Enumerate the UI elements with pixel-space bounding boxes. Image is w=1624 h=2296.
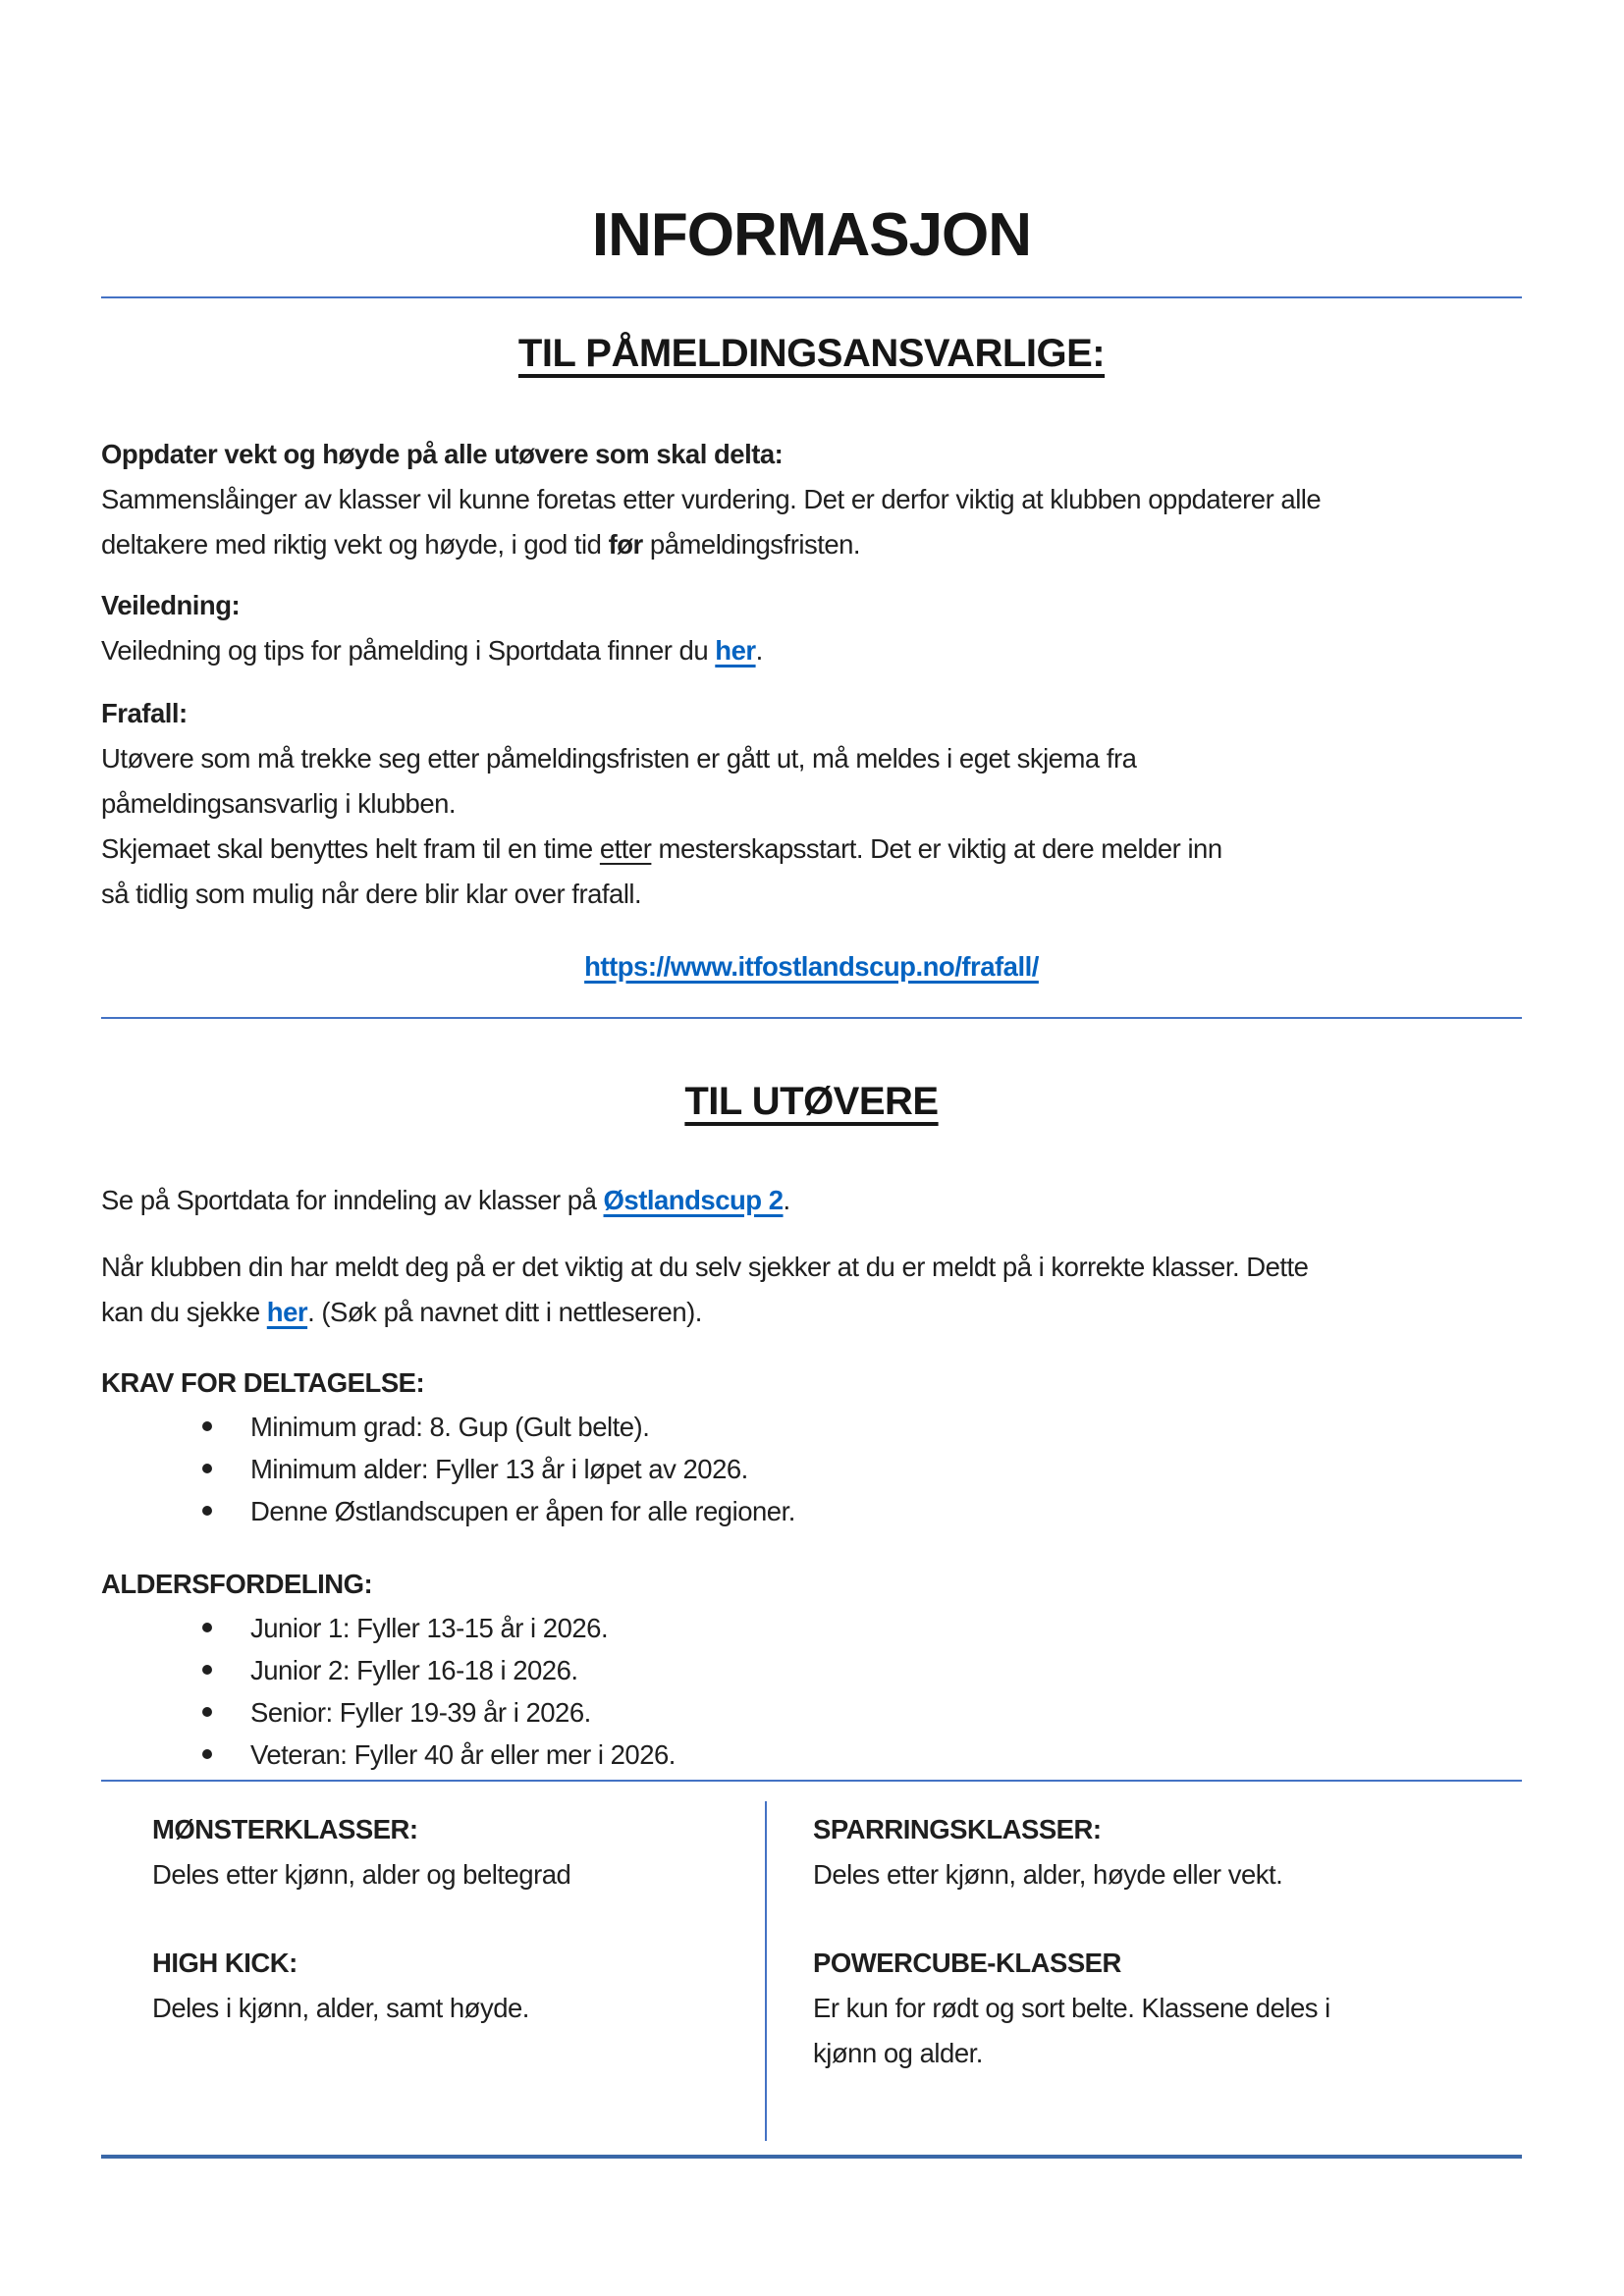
bullet-icon [202, 1464, 212, 1473]
column-right [765, 1807, 1522, 2141]
powercube-heading: POWERCUBE-KLASSER [813, 1948, 1121, 1978]
guide-her-link[interactable]: her [715, 635, 756, 666]
monster-classes-heading: MØNSTERKLASSER: [152, 1814, 418, 1844]
guide-paragraph [101, 628, 1522, 673]
list-item [101, 1448, 1522, 1490]
class-columns [101, 1782, 1522, 2141]
bullet-icon [202, 1421, 212, 1431]
withdrawal-p2-pre: Skjemaet skal benyttes helt fram til en time [101, 833, 600, 864]
monster-classes-body: Deles etter kjønn, alder og beltegrad [152, 1859, 571, 1890]
withdrawal-paragraph-1 [101, 736, 1522, 827]
check-line2-pre: kan du sjekke [101, 1297, 267, 1327]
list-item [101, 1734, 1522, 1776]
check-line1: Når klubben din har meldt deg på er det viktig at du selv sjekker at du er meldt på i korrekte klasser. Dette [101, 1252, 1309, 1282]
bullet-icon [202, 1665, 212, 1675]
title-divider [101, 296, 1522, 298]
list-item [101, 1406, 1522, 1448]
requirement-text: Denne Østlandscupen er åpen for alle regioner. [250, 1496, 795, 1526]
update-line2-bold: før [608, 529, 643, 560]
classes-bottom-divider [101, 2155, 1522, 2159]
bullet-icon [202, 1623, 212, 1632]
bullet-icon [202, 1506, 212, 1516]
requirements-list [101, 1406, 1522, 1532]
check-her-link[interactable]: her [266, 1297, 308, 1327]
requirement-text: Minimum grad: 8. Gup (Gult belte). [250, 1412, 650, 1442]
column-left [101, 1807, 765, 2141]
age-group-text: Veteran: Fyller 40 år eller mer i 2026. [250, 1739, 676, 1770]
bullet-icon [202, 1707, 212, 1717]
intro-text-pre: Se på Sportdata for inndeling av klasser på [101, 1185, 604, 1215]
withdrawal-paragraph-2 [101, 827, 1522, 917]
powercube-body [813, 1986, 1522, 2076]
age-distribution-heading: ALDERSFORDELING: [101, 1569, 373, 1599]
list-item [101, 1649, 1522, 1691]
update-line2-pre: deltakere med riktig vekt og høyde, i god tid [101, 529, 609, 560]
withdrawal-p2-underlined: etter [599, 833, 652, 864]
requirements-heading: KRAV FOR DELTAGELSE: [101, 1367, 425, 1398]
update-line1: Sammenslåinger av klasser vil kunne foretas etter vurdering. Det er derfor viktig at klubben oppdaterer alle [101, 484, 1322, 514]
powercube-line1: Er kun for rødt og sort belte. Klassene deles i [813, 1993, 1330, 2023]
list-item [101, 1607, 1522, 1649]
guide-heading: Veiledning: [101, 590, 241, 620]
withdrawal-p2-post: mesterskapsstart. Det er viktig at dere melder inn [651, 833, 1222, 864]
update-line2-post: påmeldingsfristen. [642, 529, 861, 560]
sparring-classes-heading: SPARRINGSKLASSER: [813, 1814, 1102, 1844]
list-item [101, 1490, 1522, 1532]
frafall-url-line [101, 944, 1522, 989]
check-line2-post: . (Søk på navnet ditt i nettleseren). [307, 1297, 702, 1327]
age-group-text: Junior 1: Fyller 13-15 år i 2026. [250, 1613, 609, 1643]
sparring-classes-body: Deles etter kjønn, alder, høyde eller vekt. [813, 1859, 1283, 1890]
column-divider [765, 1801, 767, 2141]
section-heading-athletes: TIL UTØVERE [684, 1080, 939, 1123]
guide-text-post: . [755, 635, 763, 666]
highkick-body: Deles i kjønn, alder, samt høyde. [152, 1993, 529, 2023]
highkick-heading: HIGH KICK: [152, 1948, 298, 1978]
list-item [101, 1691, 1522, 1734]
age-group-text: Junior 2: Fyller 16-18 i 2026. [250, 1655, 578, 1685]
update-weight-paragraph [101, 477, 1522, 567]
powercube-line2: kjønn og alder. [813, 2038, 983, 2068]
intro-text-post: . [783, 1185, 790, 1215]
check-registration-paragraph [101, 1245, 1522, 1335]
withdrawal-p2-line2: så tidlig som mulig når dere blir klar over frafall. [101, 879, 642, 909]
withdrawal-p1-line2: påmeldingsansvarlig i klubben. [101, 788, 457, 819]
frafall-url-link[interactable]: https://www.itfostlandscup.no/frafall/ [584, 951, 1039, 982]
bullet-icon [202, 1749, 212, 1759]
page-title: INFORMASJON [591, 201, 1032, 269]
section-heading-registrars: TIL PÅMELDINGSANSVARLIGE: [517, 332, 1106, 375]
sportdata-intro-paragraph [101, 1178, 1522, 1223]
update-weight-heading: Oppdater vekt og høyde på alle utøvere som skal delta: [101, 439, 784, 469]
age-distribution-list [101, 1607, 1522, 1776]
guide-text-pre: Veiledning og tips for påmelding i Sportdata finner du [101, 635, 716, 666]
withdrawal-heading: Frafall: [101, 698, 188, 728]
requirement-text: Minimum alder: Fyller 13 år i løpet av 2026. [250, 1454, 748, 1484]
ostlandscup2-link[interactable]: Østlandscup 2 [603, 1185, 784, 1215]
withdrawal-p1-line1: Utøvere som må trekke seg etter påmeldingsfristen er gått ut, må meldes i eget skjema fra [101, 743, 1137, 774]
age-group-text: Senior: Fyller 19-39 år i 2026. [250, 1697, 591, 1728]
section-divider [101, 1017, 1522, 1019]
